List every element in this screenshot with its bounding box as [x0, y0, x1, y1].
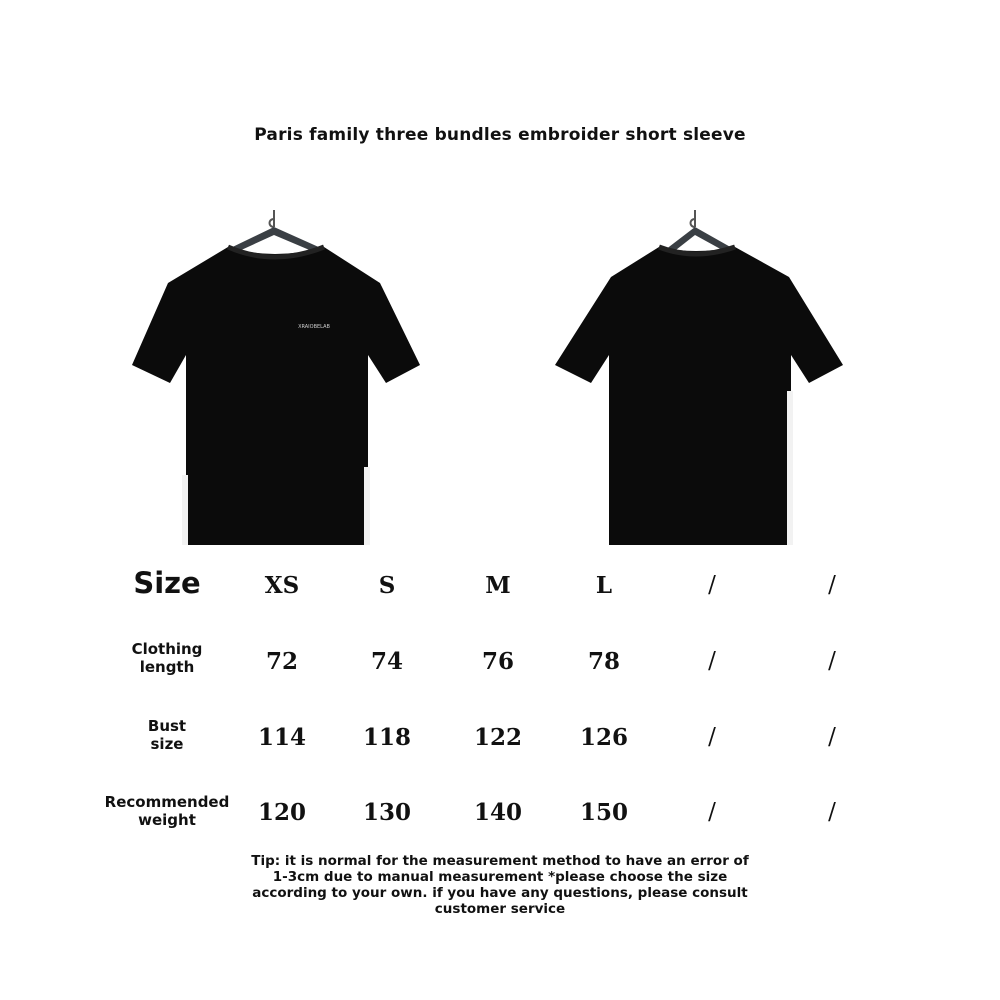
clothing-length-empty-1: /: [708, 648, 716, 674]
row-label-clothing-length: Clothing length: [131, 640, 203, 676]
clothing-length-s: 74: [370, 648, 403, 675]
row-label-recommended-weight: Recommended weight: [104, 793, 230, 829]
size-header-s: S: [378, 572, 396, 599]
size-label: Size: [133, 566, 201, 600]
logo-text: XRAIOBELAB: [298, 324, 330, 330]
bust-size-s: 118: [362, 724, 411, 751]
recommended-weight-xs: 120: [257, 799, 306, 826]
clothing-length-m: 76: [481, 648, 514, 675]
tshirt-front-icon: [128, 205, 428, 550]
clothing-length-empty-2: /: [828, 648, 836, 674]
size-header-empty-1: /: [708, 572, 716, 598]
recommended-weight-l: 150: [579, 799, 628, 826]
bust-size-xs: 114: [257, 724, 306, 751]
measurement-tip: Tip: it is normal for the measurement method to have an error of 1-3cm due to manual measurement *please choose the size according to your own. if you have any questions, please consult customer service: [251, 853, 749, 917]
page-title: Paris family three bundles embroider short sleeve: [254, 125, 746, 145]
size-header-xs: XS: [264, 572, 300, 599]
tshirt-front-photo: [128, 205, 428, 550]
clothing-length-l: 78: [587, 648, 620, 675]
size-header-m: M: [485, 572, 511, 599]
bust-size-l: 126: [579, 724, 628, 751]
bust-size-empty-1: /: [708, 724, 716, 750]
recommended-weight-s: 130: [362, 799, 411, 826]
recommended-weight-empty-1: /: [708, 799, 716, 825]
size-header-empty-2: /: [828, 572, 836, 598]
tshirt-back-icon: [551, 205, 851, 550]
bust-size-m: 122: [473, 724, 522, 751]
bust-size-empty-2: /: [828, 724, 836, 750]
clothing-length-xs: 72: [265, 648, 298, 675]
recommended-weight-m: 140: [473, 799, 522, 826]
tshirt-back-photo: [551, 205, 851, 550]
size-header-l: L: [595, 572, 613, 599]
row-label-bust-size: Bust size: [147, 717, 187, 753]
recommended-weight-empty-2: /: [828, 799, 836, 825]
